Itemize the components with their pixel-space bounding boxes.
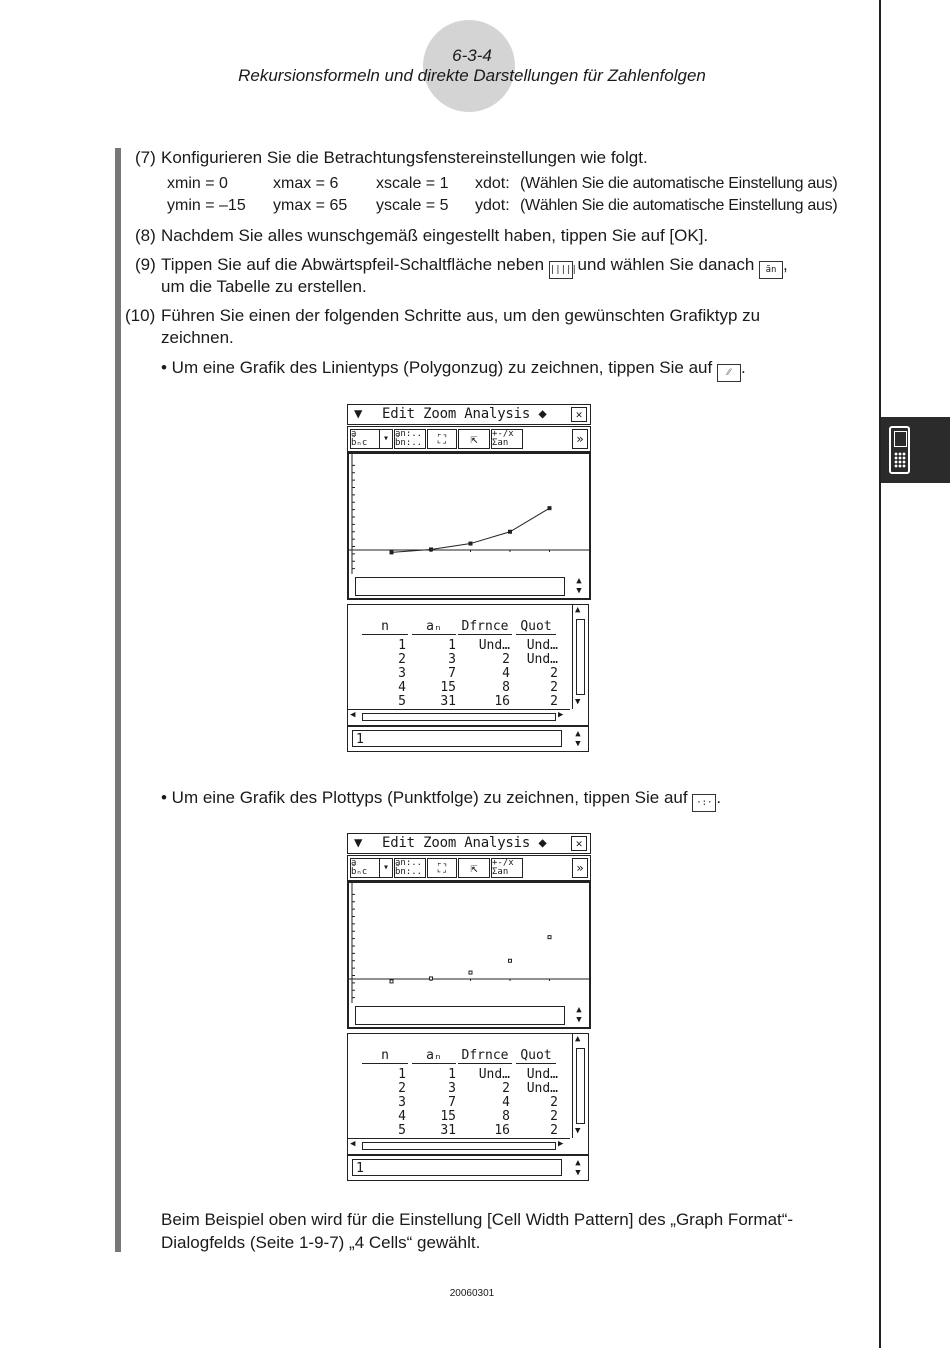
data-point (548, 936, 551, 939)
toolbar (347, 855, 591, 881)
table-row[interactable] (348, 653, 570, 666)
cell-an: 1 (448, 638, 456, 653)
cell-quot: 2 (550, 1123, 558, 1138)
page-number: 6-3-4 (452, 46, 492, 65)
graph-svg (349, 883, 589, 1005)
dropdown-arrow-icon[interactable]: ▾ (379, 429, 393, 449)
menu-bar (347, 404, 591, 425)
bullet-line-type-text: • Um eine Grafik des Linientyps (Polygonzug) zu zeichnen, tippen Sie auf (161, 358, 713, 377)
close-icon[interactable]: ✕ (571, 836, 587, 851)
graph-table-icon: ||||| (549, 261, 573, 279)
table-row[interactable] (348, 695, 570, 708)
scroll-up-icon[interactable]: ▲ (575, 605, 581, 615)
column-header-dfrnce: Dfrnce (458, 619, 512, 635)
step-10-number: (10) (125, 306, 156, 325)
cell-an: 31 (440, 1123, 456, 1138)
column-header-dfrnce: Dfrnce (458, 1048, 512, 1064)
step-10-line-1: Führen Sie einen der folgenden Schritte aus, um den gewünschten Grafiktyp zu (161, 306, 761, 325)
data-point (469, 542, 472, 545)
column-header-n: n (362, 619, 408, 635)
scroll-up-icon[interactable]: ▲ (575, 1034, 581, 1044)
chapter-tab (881, 417, 950, 483)
entry-scroll-arrows-icon[interactable]: ▲ ▼ (575, 729, 581, 749)
table-row[interactable] (348, 667, 570, 680)
data-point (390, 551, 393, 554)
step-8-text: Nachdem Sie alles wunschgemäß eingestellt haben, tippen Sie auf [OK]. (161, 226, 709, 245)
step-9-text-c: , (783, 255, 788, 274)
horizontal-scroll-thumb[interactable] (362, 1142, 556, 1150)
cell-an: 3 (448, 1081, 456, 1096)
cell-an: 7 (448, 1095, 456, 1110)
cell-dfrnce: 4 (502, 666, 510, 681)
cell-dfrnce: 16 (494, 694, 510, 709)
setting-xdot-note: (Wählen Sie die automatische Einstellung aus) (520, 175, 838, 192)
step-9-text-b: und wählen Sie danach (577, 255, 755, 274)
cell-an: 7 (448, 666, 456, 681)
table-vertical-scrollbar[interactable] (572, 1034, 588, 1138)
recursion-button[interactable]: ãn:.. b̃n:.. (394, 429, 426, 449)
plot-graph-icon: ·:· (692, 794, 716, 812)
step-7-number: (7) (135, 148, 156, 167)
setting-xmax: xmax = 6 (273, 175, 339, 192)
cell-quot: Und… (526, 1067, 558, 1082)
sequence-table (347, 604, 589, 726)
sequence-polyline (392, 508, 550, 552)
scroll-left-icon[interactable]: ◀ (350, 1139, 356, 1149)
table-header (348, 619, 570, 636)
cell-an: 1 (448, 1067, 456, 1082)
period: . (716, 788, 722, 807)
toolbar-scroll-right-icon[interactable]: » (572, 858, 588, 878)
table-entry-field[interactable]: 1 (352, 730, 562, 747)
data-point (548, 507, 551, 510)
line-graph-icon: ⁄⁄ (717, 364, 741, 382)
pan-icon[interactable]: ⇱ (458, 429, 490, 449)
data-point (390, 980, 393, 983)
pan-icon[interactable]: ⇱ (458, 858, 490, 878)
cell-an: 31 (440, 694, 456, 709)
menu-items[interactable]: Edit Zoom Analysis ◆ (382, 406, 547, 422)
cell-quot: Und… (526, 1081, 558, 1096)
table-entry-bar (347, 726, 589, 752)
entry-scroll-arrows-icon[interactable]: ▲ ▼ (575, 1158, 581, 1178)
cell-n: 4 (398, 680, 406, 695)
close-icon[interactable]: ✕ (571, 407, 587, 422)
setting-yscale: yscale = 5 (376, 197, 449, 214)
bullet-plot-type-text: • Um eine Grafik des Plottyps (Punktfolge) zu zeichnen, tippen Sie auf (161, 788, 688, 807)
cell-dfrnce: 16 (494, 1123, 510, 1138)
cell-n: 3 (398, 1095, 406, 1110)
calculator-screen-plot (347, 833, 591, 1181)
calculator-icon (889, 426, 910, 474)
table-row[interactable] (348, 681, 570, 694)
setting-xmin: xmin = 0 (167, 175, 228, 192)
scroll-right-icon[interactable]: ▶ (558, 710, 564, 720)
sequence-table-button[interactable]: ã b̃ₙc (350, 429, 380, 449)
dropdown-arrow-icon[interactable]: ▾ (379, 858, 393, 878)
data-point (430, 548, 433, 551)
sequence-table-button[interactable]: ã b̃ₙc (350, 858, 380, 878)
cell-n: 5 (398, 694, 406, 709)
graph-input-field[interactable] (355, 577, 565, 596)
setting-ydot: ydot: (475, 197, 510, 214)
step-10-line-2: zeichnen. (161, 328, 234, 347)
zoom-box-icon[interactable]: ⛶ (427, 858, 457, 878)
cell-n: 4 (398, 1109, 406, 1124)
note-line-2: Dialogfelds (Seite 1-9-7) „4 Cells“ gewählt. (161, 1233, 481, 1252)
graph-command-bar (347, 574, 591, 600)
bullet-plot-type (161, 786, 721, 812)
graph-window[interactable] (347, 452, 591, 578)
column-header-an: aₙ (412, 619, 456, 635)
cell-dfrnce: Und… (478, 638, 510, 653)
table-header (348, 1048, 570, 1065)
recursion-button[interactable]: ãn:.. b̃n:.. (394, 858, 426, 878)
cell-n: 1 (398, 1067, 406, 1082)
cell-quot: 2 (550, 694, 558, 709)
step-9-line-2: um die Tabelle zu erstellen. (161, 277, 367, 296)
scroll-down-icon[interactable]: ▼ (575, 697, 581, 707)
cell-an: 15 (440, 680, 456, 695)
section-bar (115, 148, 121, 1252)
cell-quot: Und… (526, 652, 558, 667)
menu-items[interactable]: Edit Zoom Analysis ◆ (382, 835, 547, 851)
cell-quot: 2 (550, 1109, 558, 1124)
cell-dfrnce: 4 (502, 1095, 510, 1110)
setting-ydot-note: (Wählen Sie die automatische Einstellung aus) (520, 197, 838, 214)
page-title: Rekursionsformeln und direkte Darstellungen für Zahlenfolgen (238, 66, 706, 85)
column-header-an: aₙ (412, 1048, 456, 1064)
graph-scroll-arrows-icon[interactable]: ▲ ▼ (576, 576, 582, 596)
right-margin-rule (879, 0, 881, 1348)
cell-an: 15 (440, 1109, 456, 1124)
period: . (740, 358, 746, 377)
graph-input-field[interactable] (355, 1006, 565, 1025)
cell-dfrnce: Und… (478, 1067, 510, 1082)
table-horizontal-scrollbar[interactable] (348, 1138, 570, 1153)
cell-n: 1 (398, 638, 406, 653)
horizontal-scroll-thumb[interactable] (362, 713, 556, 721)
cell-quot: Und… (526, 638, 558, 653)
toolbar (347, 426, 591, 452)
cell-dfrnce: 8 (502, 1109, 510, 1124)
scroll-left-icon[interactable]: ◀ (350, 710, 356, 720)
toolbar-scroll-right-icon[interactable]: » (572, 429, 588, 449)
graph-window[interactable] (347, 881, 591, 1007)
cell-n: 2 (398, 1081, 406, 1096)
cell-quot: 2 (550, 1095, 558, 1110)
step-9-text-a: Tippen Sie auf die Abwärtspfeil-Schaltfläche neben (161, 255, 545, 274)
scroll-right-icon[interactable]: ▶ (558, 1139, 564, 1149)
table-row[interactable] (348, 1068, 570, 1081)
cell-quot: 2 (550, 680, 558, 695)
step-9-number: (9) (135, 255, 156, 274)
column-header-n: n (362, 1048, 408, 1064)
double-chevron-down-icon[interactable]: ▼ (354, 835, 363, 851)
cell-n: 3 (398, 666, 406, 681)
column-header-quot: Quot (516, 619, 556, 635)
setting-xdot: xdot: (475, 175, 510, 192)
menu-bar (347, 833, 591, 854)
cell-dfrnce: 8 (502, 680, 510, 695)
step-7-text: Konfigurieren Sie die Betrachtungsfenstereinstellungen wie folgt. (161, 148, 648, 167)
cell-an: 3 (448, 652, 456, 667)
data-point (469, 971, 472, 974)
cell-dfrnce: 2 (502, 1081, 510, 1096)
sequence-table (347, 1033, 589, 1155)
scroll-down-icon[interactable]: ▼ (575, 1126, 581, 1136)
step-8-number: (8) (135, 226, 156, 245)
table-vertical-scrollbar[interactable] (572, 605, 588, 709)
table-row[interactable] (348, 1124, 570, 1137)
graph-svg (349, 454, 589, 576)
note-line-1: Beim Beispiel oben wird für die Einstellung [Cell Width Pattern] des „Graph Format“- (161, 1210, 794, 1229)
calculator-screen-line (347, 404, 591, 752)
cell-n: 2 (398, 652, 406, 667)
table-row[interactable] (348, 639, 570, 652)
scroll-thumb[interactable] (576, 1048, 585, 1124)
setting-ymax: ymax = 65 (273, 197, 348, 214)
cell-n: 5 (398, 1123, 406, 1138)
data-point (509, 959, 512, 962)
table-entry-field[interactable]: 1 (352, 1159, 562, 1176)
scroll-thumb[interactable] (576, 619, 585, 695)
sum-button[interactable]: +-/x Σan (491, 429, 523, 449)
table-horizontal-scrollbar[interactable] (348, 709, 570, 724)
column-header-quot: Quot (516, 1048, 556, 1064)
sequence-table-icon: ãn (759, 261, 783, 279)
zoom-box-icon[interactable]: ⛶ (427, 429, 457, 449)
table-row[interactable] (348, 1110, 570, 1123)
graph-command-bar (347, 1003, 591, 1029)
data-point (509, 530, 512, 533)
table-entry-bar (347, 1155, 589, 1181)
double-chevron-down-icon[interactable]: ▼ (354, 406, 363, 422)
setting-xscale: xscale = 1 (376, 175, 449, 192)
cell-quot: 2 (550, 666, 558, 681)
footer-code: 20060301 (449, 1288, 495, 1299)
graph-scroll-arrows-icon[interactable]: ▲ ▼ (576, 1005, 582, 1025)
setting-ymin: ymin = –15 (167, 197, 246, 214)
table-row[interactable] (348, 1096, 570, 1109)
bullet-line-type (161, 356, 746, 382)
data-point (430, 977, 433, 980)
cell-dfrnce: 2 (502, 652, 510, 667)
table-row[interactable] (348, 1082, 570, 1095)
sum-button[interactable]: +-/x Σan (491, 858, 523, 878)
